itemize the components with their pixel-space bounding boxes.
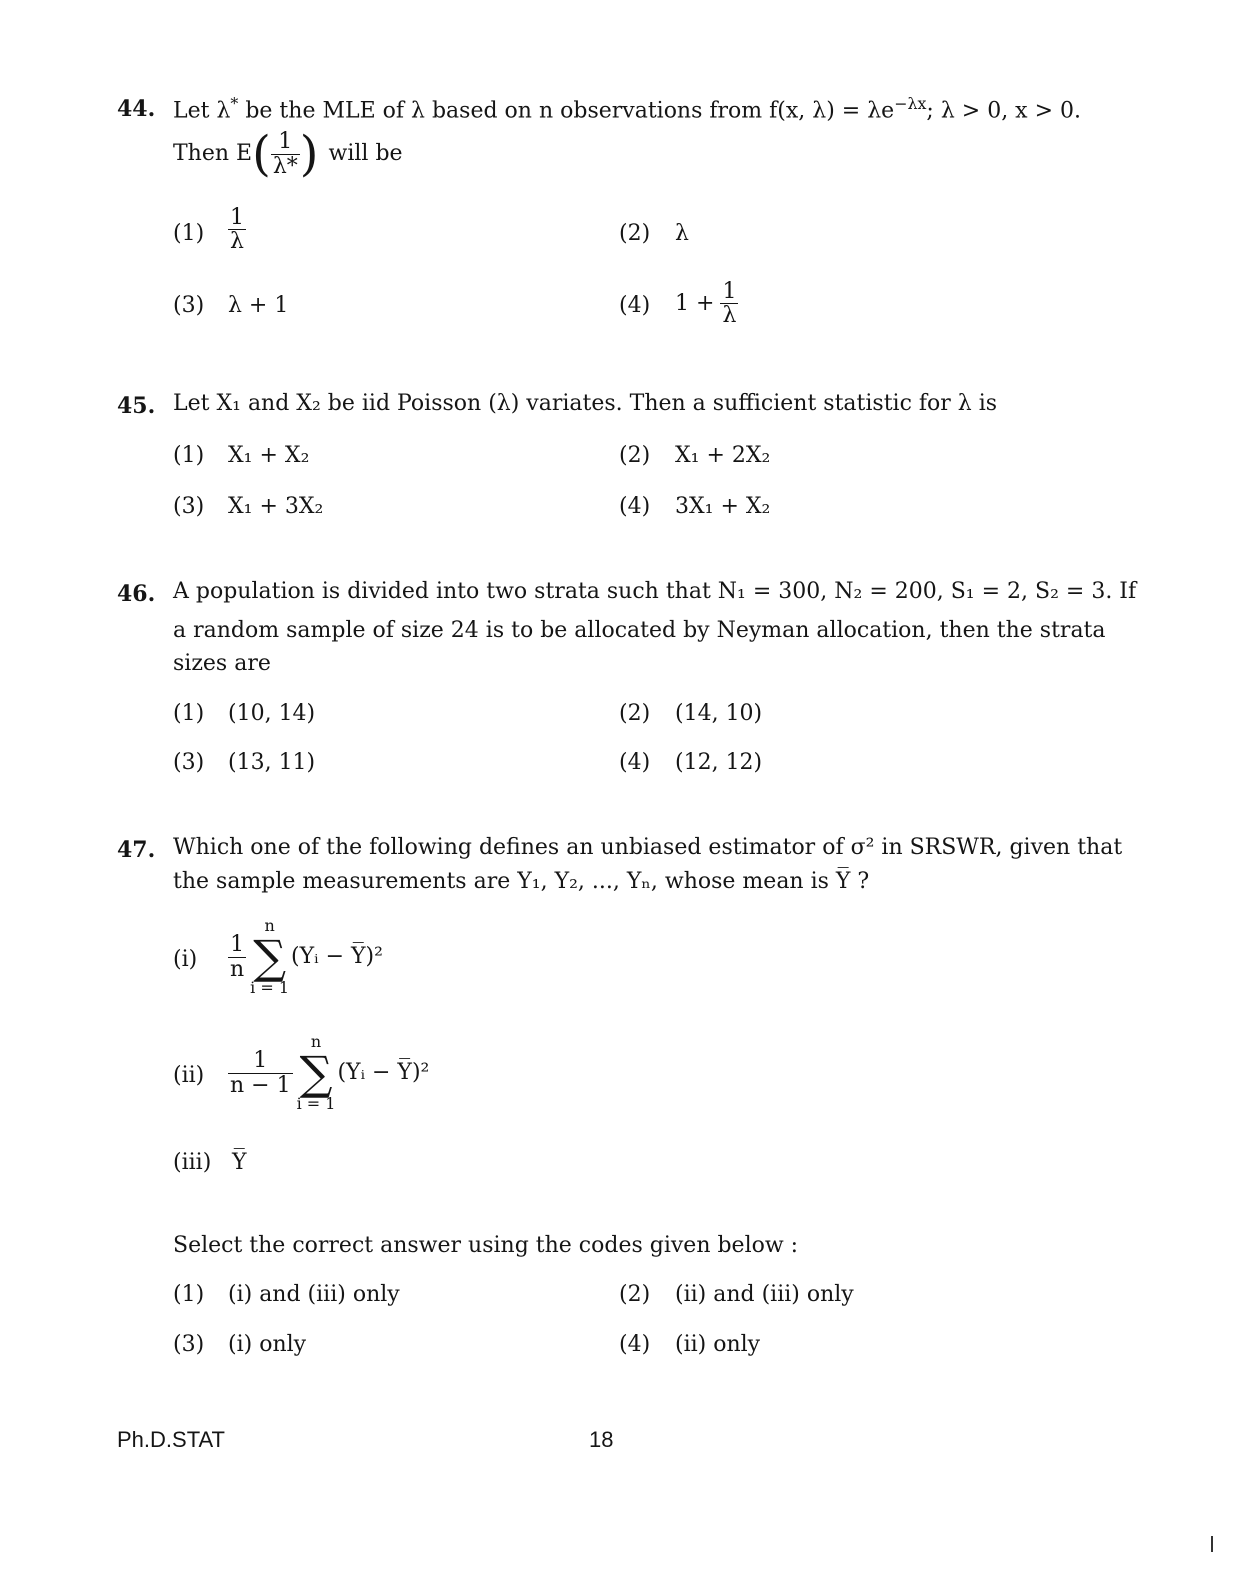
q44-option-2-label: (2) <box>619 221 651 246</box>
q44-number: 44. <box>117 96 156 122</box>
q47-item-ii-summation: n ∑ i = 1 <box>296 1032 336 1113</box>
q44-option-2-value: λ <box>675 221 689 246</box>
q45-option-2-value: X₁ + 2X₂ <box>675 443 771 468</box>
q47-option-2-label: (2) <box>619 1282 651 1307</box>
q46-option-3-label: (3) <box>173 750 205 775</box>
q44-option-1-value: $\frac{1}{\lambda}$ <box>230 205 244 255</box>
q47-item-iii-label: (iii) <box>173 1150 212 1175</box>
q46-option-3-value: (13, 11) <box>228 750 316 775</box>
q46-option-4-label: (4) <box>619 750 651 775</box>
q47-item-ii-label: (ii) <box>173 1063 205 1088</box>
q46-number: 46. <box>117 581 156 607</box>
q46-stem-line2: a random sample of size 24 is to be allocated by Neyman allocation, then the strata <box>173 618 1106 643</box>
q47-stem-line2: the sample measurements are Y₁, Y₂, ..., Yₙ, whose mean is Y̅ ? <box>173 869 870 894</box>
q45-option-1-value: X₁ + X₂ <box>228 443 310 468</box>
q44-option-1-label: (1) <box>173 221 205 246</box>
q45-option-3-value: X₁ + 3X₂ <box>228 494 324 519</box>
q47-option-2-value: (ii) and (iii) only <box>675 1282 854 1307</box>
q45-option-4-value: 3X₁ + X₂ <box>675 494 771 519</box>
q44-option-3-label: (3) <box>173 293 205 318</box>
q47-item-iii-value: Y̅ <box>232 1150 247 1175</box>
q46-option-4-value: (12, 12) <box>675 750 763 775</box>
q44-option-3-value: λ + 1 <box>228 293 289 318</box>
page-number: 18 <box>589 1427 614 1452</box>
q47-option-4-value: (ii) only <box>675 1332 761 1357</box>
q46-option-2-label: (2) <box>619 701 651 726</box>
q45-option-3-label: (3) <box>173 494 205 519</box>
q45-number: 45. <box>117 393 156 419</box>
q47-number: 47. <box>117 837 156 863</box>
q46-stem-line3: sizes are <box>173 651 271 676</box>
q47-item-i-label: (i) <box>173 947 198 972</box>
footer-course-code: Ph.D.STAT <box>117 1427 225 1452</box>
q45-option-4-label: (4) <box>619 494 651 519</box>
q47-option-1-label: (1) <box>173 1282 205 1307</box>
q44-expectation-fraction: $\frac{1}{\lambda*}$ <box>272 129 298 179</box>
q47-item-i-expression: $\frac{1}{n}$ n ∑ i = 1 (Yᵢ − Y̅)² <box>230 916 383 997</box>
q47-stem-line1: Which one of the following defines an unbiased estimator of σ² in SRSWR, given that <box>173 835 1123 860</box>
q47-instruction: Select the correct answer using the codes given below : <box>173 1233 799 1258</box>
q45-option-2-label: (2) <box>619 443 651 468</box>
q47-option-3-label: (3) <box>173 1332 205 1357</box>
scan-mark <box>1211 1536 1213 1552</box>
q47-option-3-value: (i) only <box>228 1332 307 1357</box>
q44-stem-line1: Let λ* be the MLE of λ based on n observations from f(x, $\lambda) = \lambda e^{-\lambda x}$; λ > 0, x > 0. <box>173 94 1081 124</box>
q47-option-4-label: (4) <box>619 1332 651 1357</box>
q44-option-4-value: 1 + $\frac{1}{\lambda}$ <box>675 279 737 329</box>
q44-stem-line2: Then E ( $\frac{1}{\lambda*}$ ) will be <box>173 126 403 182</box>
q46-option-2-value: (14, 10) <box>675 701 763 726</box>
q47-option-1-value: (i) and (iii) only <box>228 1282 400 1307</box>
q47-item-i-summation: n ∑ i = 1 <box>250 916 290 997</box>
q44-option-4-label: (4) <box>619 293 651 318</box>
q46-option-1-value: (10, 14) <box>228 701 316 726</box>
q47-item-ii-expression: $\frac{1}{n - 1}$ n ∑ i = 1 (Yᵢ − Y̅)² <box>230 1032 430 1113</box>
q45-stem: Let X₁ and X₂ be iid Poisson (λ) variates. Then a sufficient statistic for λ is <box>173 391 998 416</box>
q46-option-1-label: (1) <box>173 701 205 726</box>
q45-option-1-label: (1) <box>173 443 205 468</box>
q46-stem-line1: A population is divided into two strata such that N₁ = 300, N₂ = 200, S₁ = 2, S₂ = 3. If <box>173 579 1137 604</box>
